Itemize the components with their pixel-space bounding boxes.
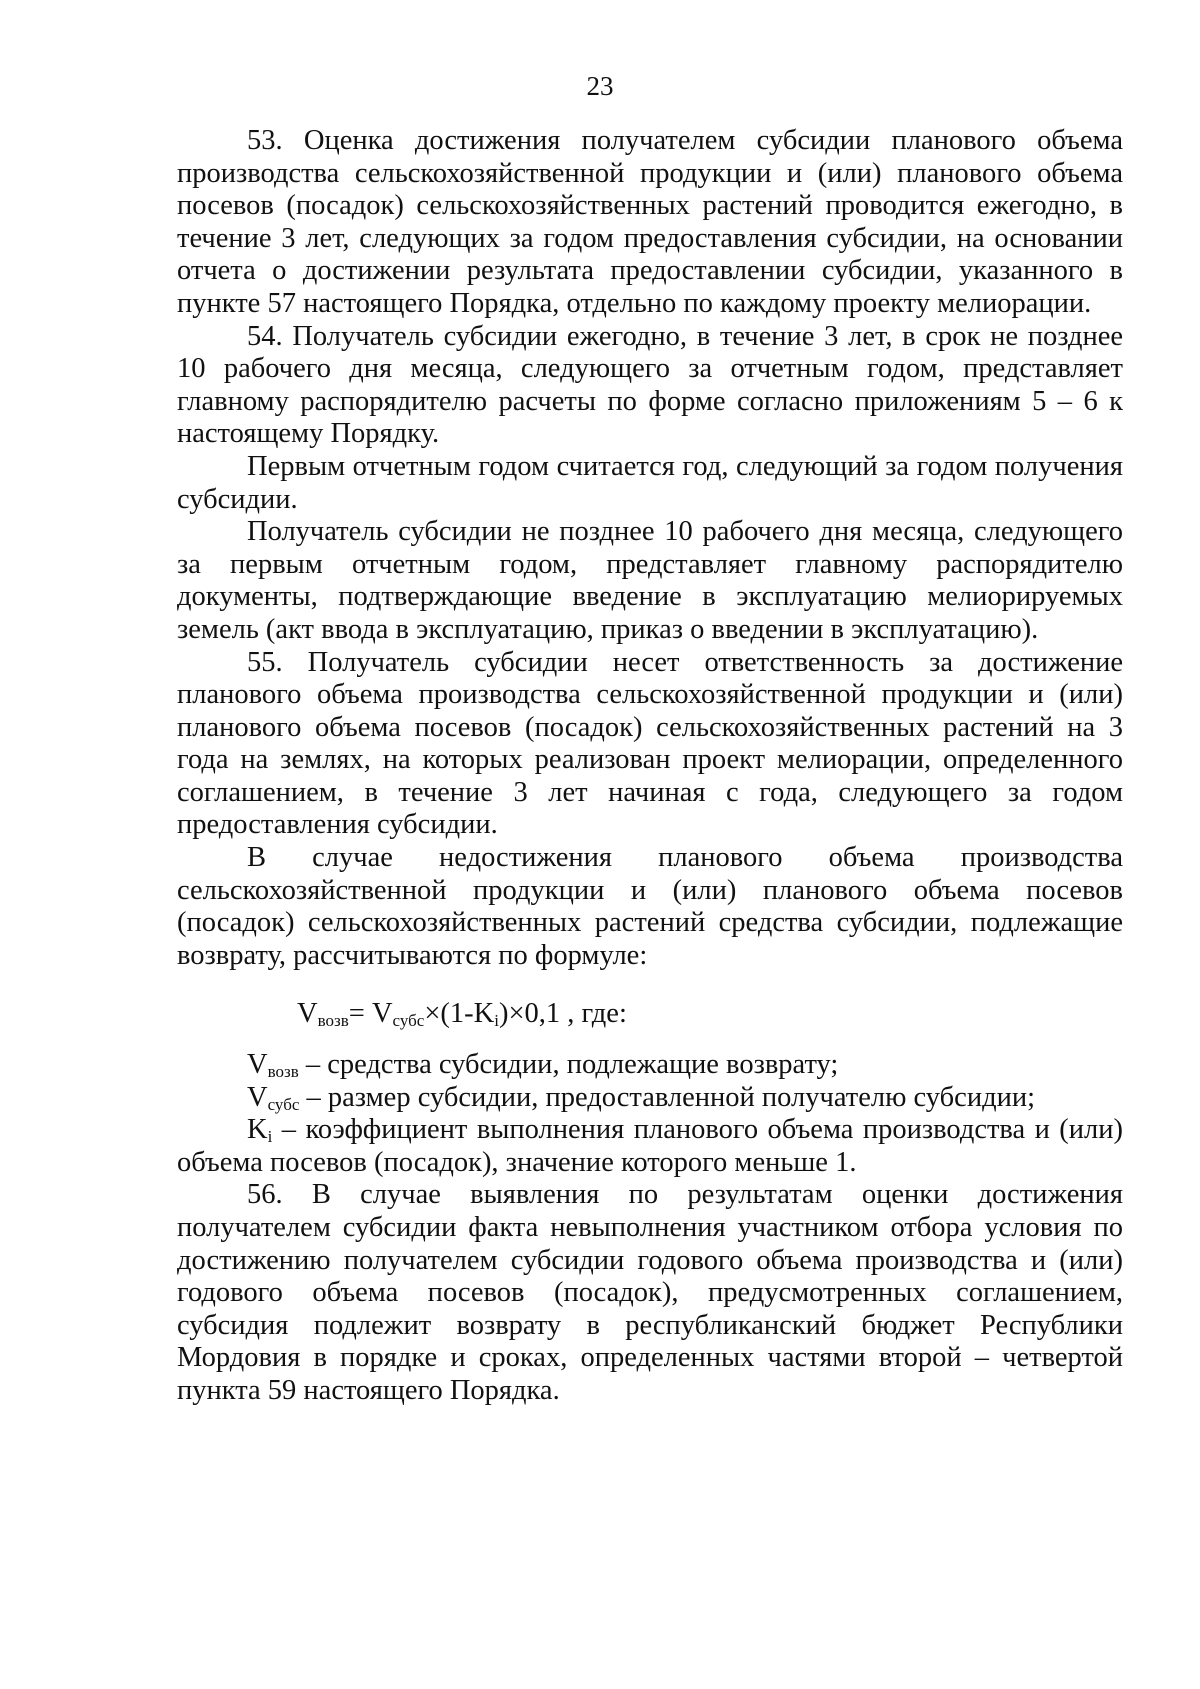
paragraph-56: 56. В случае выявления по результатам оценки достижения получателем субсидии факта невыполнения участником отбора условия по достижению получателем субсидии годового объема производства и (или) годового объема посевов (посадок), предусмотренных соглашением, субсидия подлежит возврату в республиканский бюджет Республики Мордовия в порядке и сроках, определенных частями второй – четвертой пункта 59 настоящего Порядка. [177,1179,1123,1406]
def-vozv-sub: возв [267,1062,299,1082]
formula-sub-i: i [494,1011,499,1031]
paragraph-55: 55. Получатель субсидии несет ответственность за достижение планового объема производства сельскохозяйственной продукции и (или) планового объема посевов (посадок) сельскохозяйственных растений на 3 года на землях, на которых реализован проект мелиорации, определенного соглашением, в течение 3 лет начиная с года, следующего за годом предоставления субсидии. [177,646,1123,841]
def-vozv-symbol: V [247,1049,268,1081]
def-ki-text: – коэффициент выполнения планового объема производства и (или) объема посевов (посадок), значение которого меньше 1. [177,1114,1123,1178]
definition-v-subs [177,1082,1123,1115]
refund-formula [177,998,1123,1031]
formula-sub-subs: субс [392,1011,425,1031]
paragraph-54: 54. Получатель субсидии ежегодно, в течение 3 лет, в срок не позднее 10 рабочего дня месяца, следующего за отчетным годом, представляет главному распорядителю расчеты по форме согласно приложениям 5 – 6 к настоящему Порядку. [177,320,1123,450]
formula-sub-vozv: возв [317,1011,349,1031]
paragraph-54-documents: Получатель субсидии не позднее 10 рабочего дня месяца, следующего за первым отчетным годом, представляет главному распорядителю документы, подтверждающие введение в эксплуатацию мелиорируемых земель (акт ввода в эксплуатацию, приказ о введении в эксплуатацию). [177,516,1123,645]
formula-v1: V [297,998,318,1030]
page-number: 23 [586,71,614,101]
def-ki-symbol: K [247,1114,268,1146]
formula-eq: = [348,998,372,1030]
definition-k-i [177,1114,1123,1179]
definition-v-vozv [177,1049,1123,1082]
paragraph-54-first-year: Первым отчетным годом считается год, следующий за годом получения субсидии. [177,450,1123,515]
formula-v2: V [371,998,393,1030]
paragraph-53: 53. Оценка достижения получателем субсидии планового объема производства сельскохозяйственной продукции и (или) планового объема посевов (посадок) сельскохозяйственных растений проводится ежегодно, в течение 3 лет, следующих за годом предоставления субсидии, на основании отчета о достижении результата предоставлении субсидии, указанного в пункте 57 настоящего Порядка, отдельно по каждому проекту мелиорации. [177,125,1123,319]
def-subs-sub: субс [267,1094,300,1114]
def-subs-symbol: V [247,1081,268,1113]
def-vozv-text: – средства субсидии, подлежащие возврату; [298,1049,839,1081]
def-ki-sub: i [267,1127,273,1147]
formula-mid: ×(1-K [424,998,495,1030]
document-body [177,125,1123,1408]
paragraph-55-case: В случае недостижения планового объема производства сельскохозяйственной продукции и (или) планового объема посевов (посадок) сельскохозяйственных растений средства субсидии, подлежащие возврату, рассчитываются по формуле: [177,842,1123,971]
formula-tail: )×0,1 , где: [498,998,627,1030]
def-subs-text: – размер субсидии, предоставленной получателю субсидии; [299,1081,1035,1113]
